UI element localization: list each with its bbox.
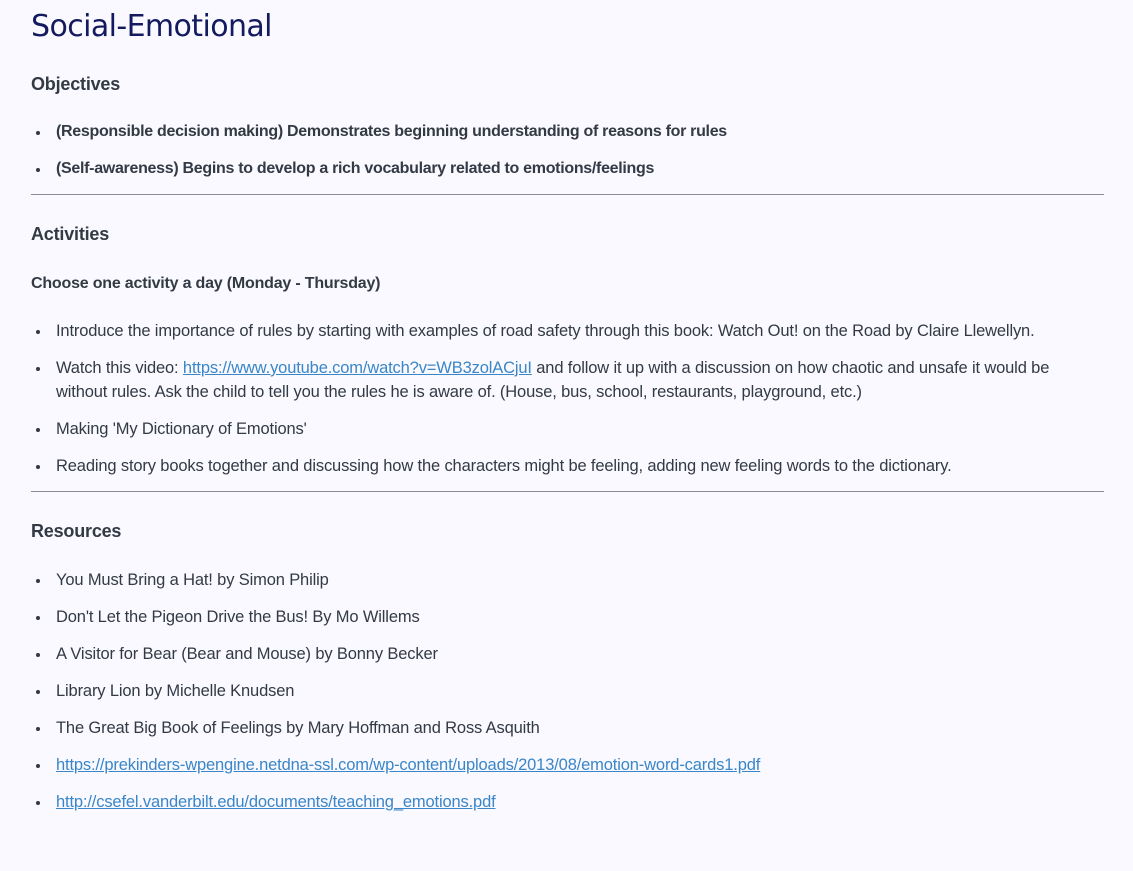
activity-item: Reading story books together and discussing how the characters might be feeling, adding new feeling words to the dictionary. (56, 454, 1104, 478)
activities-heading: Activities (31, 224, 110, 244)
resource-book: A Visitor for Bear (Bear and Mouse) by Bonny Becker (56, 642, 1104, 666)
resource-link-item (56, 790, 1104, 814)
resource-book: Library Lion by Michelle Knudsen (56, 679, 1104, 703)
page-title: Social-Emotional (31, 9, 272, 44)
activities-list (31, 319, 1104, 478)
activity-item-suffix: and follow it up with a discussion on how chaotic and unsafe it would be without rules. Ask the child to tell you the rules he is aware of. (House, bus, school, restaurants, playground, etc.) (56, 359, 1050, 401)
resource-book: The Great Big Book of Feelings by Mary Hoffman and Ross Asquith (56, 716, 1104, 740)
activity-item: Introduce the importance of rules by starting with examples of road safety through this book: Watch Out! on the Road by Claire Llewellyn. (56, 319, 1104, 343)
activity-item: Making 'My Dictionary of Emotions' (56, 417, 1104, 441)
teaching-emotions-link[interactable]: http://csefel.vanderbilt.edu/documents/teaching_emotions.pdf (56, 793, 496, 811)
resource-book: Don't Let the Pigeon Drive the Bus! By Mo Willems (56, 605, 1104, 629)
resources-list (31, 568, 1104, 814)
objectives-heading: Objectives (31, 74, 121, 94)
resource-link-item (56, 753, 1104, 777)
youtube-video-link[interactable]: https://www.youtube.com/watch?v=WB3zolACjuI (182, 359, 532, 377)
emotion-word-cards-link[interactable]: https://prekinders-wpengine.netdna-ssl.com/wp-content/uploads/2013/08/emotion-word-cards1.pdf (56, 756, 761, 774)
divider (31, 491, 1104, 492)
objective-item: (Responsible decision making) Demonstrates beginning understanding of reasons for rules (56, 120, 1104, 144)
objective-item: (Self-awareness) Begins to develop a rich vocabulary related to emotions/feelings (56, 157, 1104, 181)
activity-item-prefix: Watch this video: (56, 359, 183, 377)
divider (31, 194, 1104, 195)
activities-subheading: Choose one activity a day (Monday - Thursday) (31, 275, 381, 292)
objectives-list (31, 120, 1104, 181)
resource-book: You Must Bring a Hat! by Simon Philip (56, 568, 1104, 592)
activity-item (56, 356, 1104, 404)
resources-heading: Resources (31, 521, 122, 541)
